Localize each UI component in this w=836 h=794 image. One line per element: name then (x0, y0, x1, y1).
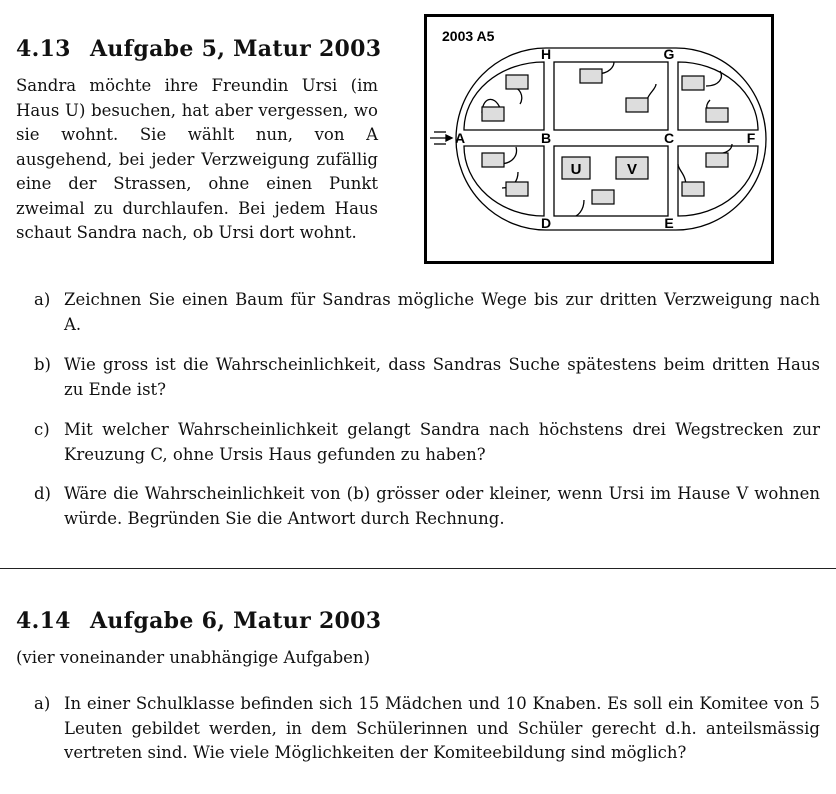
point-g-label: G (663, 46, 675, 62)
point-h-label: H (540, 46, 552, 62)
house (482, 153, 504, 167)
task-d (30, 482, 820, 531)
house (682, 76, 704, 90)
house (592, 190, 614, 204)
task-label: a) (34, 694, 51, 713)
task-text: Wie gross ist die Wahrscheinlichkeit, dass Sandras Suche spätestens beim dritten Haus zu Ende ist? (64, 355, 820, 399)
house (506, 75, 528, 89)
house (580, 69, 602, 83)
figure-frame (426, 16, 773, 263)
house (482, 107, 504, 121)
section-subtitle: (vier voneinander unabhängige Aufgaben) (16, 648, 371, 667)
point-e-label: E (664, 215, 674, 231)
point-b-label: B (540, 130, 552, 146)
point-d-label: D (540, 215, 552, 231)
task-label: d) (34, 484, 51, 503)
task-a (30, 288, 820, 337)
point-a-label: A (454, 130, 466, 146)
point-f-label: F (746, 130, 756, 146)
section-heading-4-13 (16, 36, 381, 62)
house-v-label: V (626, 161, 638, 178)
section-divider (0, 568, 836, 569)
task-text: Zeichnen Sie einen Baum für Sandras mögliche Wege bis zur dritten Verzweigung nach A. (64, 290, 820, 334)
task-a-2 (30, 692, 820, 766)
section-title: Aufgabe 6, Matur 2003 (90, 608, 382, 634)
house (506, 182, 528, 196)
task-c (30, 418, 820, 467)
task-label: a) (34, 290, 51, 309)
task-text: Wäre die Wahrscheinlichkeit von (b) grösser oder kleiner, wenn Ursi im Hause V wohnen würde. Begründen Sie die Antwort durch Rechnung. (64, 484, 820, 528)
house (626, 98, 648, 112)
point-c-label: C (663, 130, 675, 146)
task-label: b) (34, 355, 51, 374)
house (706, 153, 728, 167)
task-text: In einer Schulklasse befinden sich 15 Mädchen und 10 Knaben. Es soll ein Komitee von 5 Leuten gebildet werden, in dem Schülerinnen und Schüler gerecht d.h. anteilsmässig vertreten sind. Wie viele Möglichkeiten der Komiteebildung sind möglich? (64, 694, 820, 762)
section-title: Aufgabe 5, Matur 2003 (90, 36, 382, 62)
section-number: 4.14 (16, 608, 71, 634)
street-map-figure (424, 14, 774, 264)
task-text: Mit welcher Wahrscheinlichkeit gelangt Sandra nach höchstens drei Wegstrecken zur Kreuzung C, ohne Ursis Haus gefunden zu haben? (64, 420, 820, 464)
section-heading-4-14 (16, 608, 381, 634)
task-label: c) (34, 420, 50, 439)
house-u-label: U (570, 161, 582, 178)
task-b (30, 353, 820, 402)
house (706, 108, 728, 122)
house (682, 182, 704, 196)
section-number: 4.13 (16, 36, 71, 62)
intro-paragraph: Sandra möchte ihre Freundin Ursi (im Haus U) besuchen, hat aber vergessen, wo sie wohnt. Sie wählt nun, von A ausgehend, bei jeder Verzweigung zufällig eine der Strassen, ohne einen Punkt zweimal zu durchlaufen. Bei jedem Haus schaut Sandra nach, ob Ursi dort wohnt. (16, 76, 378, 242)
figure-caption: 2003 A5 (442, 28, 495, 44)
